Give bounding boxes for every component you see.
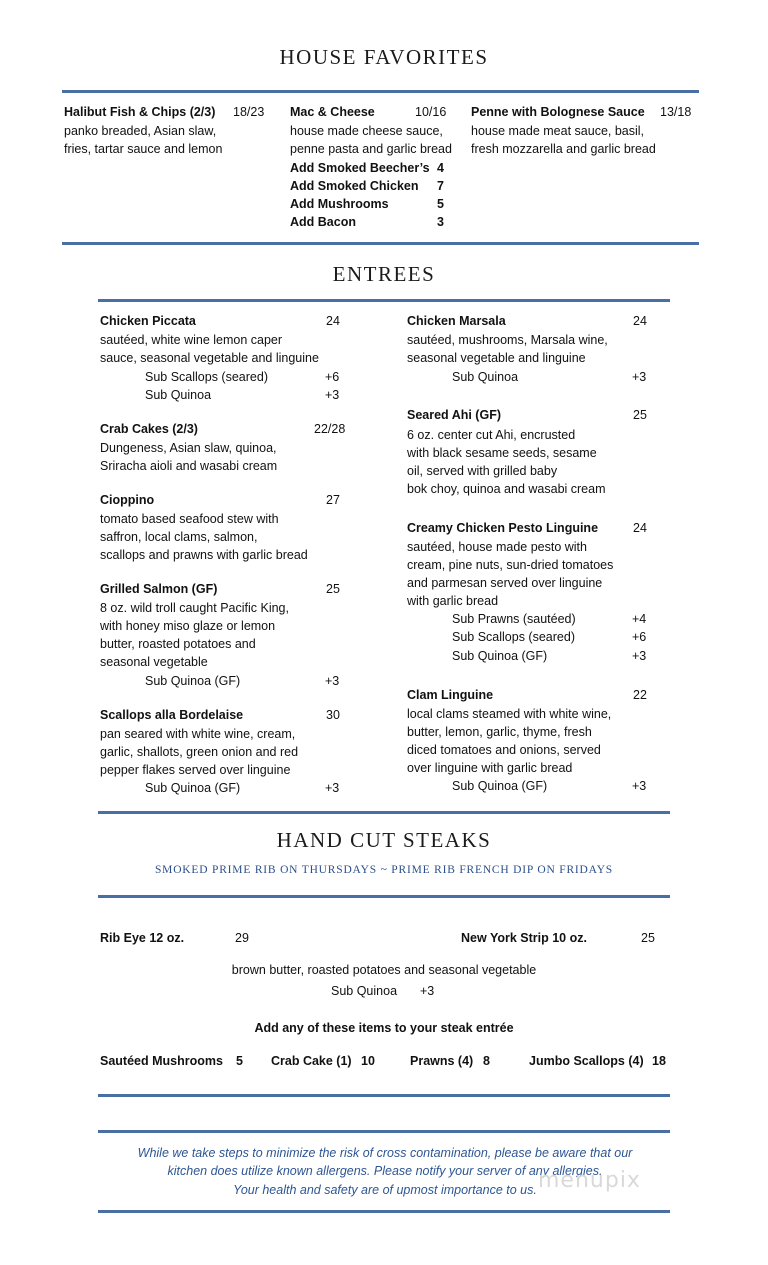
item-price: 24: [633, 314, 647, 328]
item-price: 22: [633, 688, 647, 702]
item-desc: sautéed, house made pesto with: [407, 540, 587, 554]
item-price: 25: [633, 408, 647, 422]
item-desc: local clams steamed with white wine,: [407, 707, 612, 721]
item-price: 30: [326, 708, 340, 722]
item-price: 27: [326, 493, 340, 507]
steak-nystrip-name: New York Strip 10 oz.: [461, 931, 587, 945]
disclaimer-line: kitchen does utilize known allergens. Please notify your server of any allergies.: [167, 1164, 603, 1179]
sub-price: +3: [325, 781, 340, 795]
item-desc: Sriracha aioli and wasabi cream: [100, 459, 278, 473]
item-desc: seasonal vegetable: [100, 655, 208, 669]
disclaimer-line: Your health and safety are of upmost importance to us.: [233, 1182, 537, 1197]
sub-price: +3: [632, 649, 647, 663]
item-desc: bok choy, quinoa and wasabi cream: [407, 482, 606, 496]
steak-description: brown butter, roasted potatoes and seasonal vegetable: [231, 963, 537, 977]
item-price: 24: [633, 521, 647, 535]
item-desc: pan seared with white wine, cream,: [100, 727, 296, 741]
item-desc: with garlic bread: [407, 594, 499, 608]
item-desc: fries, tartar sauce and lemon: [64, 142, 223, 156]
item-desc: house made cheese sauce,: [290, 124, 443, 138]
divider: [98, 1210, 670, 1213]
sub-price: +3: [632, 370, 647, 384]
item-desc: house made meat sauce, basil,: [471, 124, 645, 138]
item-desc: with black sesame seeds, sesame: [407, 446, 597, 460]
steaks-tagline: SMOKED PRIME RIB ON THURSDAYS ~ PRIME RIB FRENCH DIP ON FRIDAYS: [154, 864, 614, 876]
sub-label: Sub Scallops (seared): [452, 630, 575, 644]
item-desc: saffron, local clams, salmon,: [100, 530, 258, 544]
item-price: 25: [326, 582, 340, 596]
item-name: Penne with Bolognese Sauce: [471, 105, 645, 119]
divider: [62, 90, 699, 93]
item-price: 18/23: [233, 105, 265, 119]
steak-nystrip-price: 25: [641, 931, 655, 945]
item-desc: sauce, seasonal vegetable and linguine: [100, 351, 319, 365]
item-desc: with honey miso glaze or lemon: [100, 619, 276, 633]
addon-price: 4: [437, 161, 444, 175]
item-price: 10/16: [415, 105, 447, 119]
item-desc: over linguine with garlic bread: [407, 761, 573, 775]
item-name: Clam Linguine: [407, 688, 494, 702]
sub-label: Sub Prawns (sautéed): [452, 612, 576, 626]
item-desc: fresh mozzarella and garlic bread: [471, 142, 656, 156]
disclaimer-line: While we take steps to minimize the risk of cross contamination, please be aware that our: [137, 1146, 633, 1160]
item-desc: diced tomatoes and onions, served: [407, 743, 601, 757]
divider: [62, 242, 699, 245]
item-price: 13/18: [660, 105, 692, 119]
item-desc: oil, served with grilled baby: [407, 464, 558, 478]
sub-price: +3: [632, 779, 647, 793]
item-desc: butter, lemon, garlic, thyme, fresh: [407, 725, 592, 739]
item-name: Mac & Cheese: [290, 105, 375, 119]
steak-ribeye-price: 29: [235, 931, 249, 945]
sub-label: Sub Quinoa (GF): [145, 781, 241, 795]
steak-addon-label: Jumbo Scallops (4): [529, 1054, 644, 1068]
sub-label: Sub Quinoa: [145, 388, 212, 402]
steak-addons-heading: Add any of these items to your steak entrée: [254, 1021, 514, 1035]
sub-price: +3: [325, 674, 340, 688]
item-desc: sautéed, white wine lemon caper: [100, 333, 283, 347]
item-desc: panko breaded, Asian slaw,: [64, 124, 217, 138]
steak-addon-price: 8: [483, 1054, 490, 1068]
steak-addon-label: Crab Cake (1): [271, 1054, 352, 1068]
house-favorites-heading: HOUSE FAVORITES: [279, 45, 489, 69]
addon-label: Add Smoked Chicken: [290, 179, 419, 193]
divider: [98, 811, 670, 814]
divider: [98, 1130, 670, 1133]
item-name: Creamy Chicken Pesto Linguine: [407, 521, 599, 535]
item-name: Seared Ahi (GF): [407, 408, 501, 422]
item-name: Cioppino: [100, 493, 155, 507]
item-desc: butter, roasted potatoes and: [100, 637, 256, 651]
sub-label: Sub Scallops (seared): [145, 370, 268, 384]
steak-sub-label: Sub Quinoa: [331, 984, 398, 998]
item-name: Halibut Fish & Chips (2/3): [64, 105, 216, 119]
entrees-heading: ENTREES: [332, 262, 436, 286]
item-name: Chicken Marsala: [407, 314, 506, 328]
sub-price: +3: [325, 388, 340, 402]
watermark: menupix: [538, 1168, 641, 1193]
item-desc: tomato based seafood stew with: [100, 512, 279, 526]
item-price: 24: [326, 314, 340, 328]
addon-label: Add Bacon: [290, 215, 356, 229]
steak-addon-price: 18: [652, 1054, 666, 1068]
item-desc: penne pasta and garlic bread: [290, 142, 452, 156]
item-desc: and parmesan served over linguine: [407, 576, 603, 590]
addon-price: 3: [437, 215, 444, 229]
steaks-heading: HAND CUT STEAKS: [276, 828, 492, 852]
item-name: Scallops alla Bordelaise: [100, 708, 244, 722]
steak-addon-price: 10: [361, 1054, 375, 1068]
sub-price: +6: [325, 370, 340, 384]
item-desc: 6 oz. center cut Ahi, encrusted: [407, 428, 576, 442]
item-desc: pepper flakes served over linguine: [100, 763, 291, 777]
item-name: Grilled Salmon (GF): [100, 582, 218, 596]
item-desc: Dungeness, Asian slaw, quinoa,: [100, 441, 277, 455]
divider: [98, 299, 670, 302]
steak-addon-label: Prawns (4): [410, 1054, 474, 1068]
sub-label: Sub Quinoa: [452, 370, 519, 384]
item-name: Crab Cakes (2/3): [100, 422, 198, 436]
steak-addon-label: Sautéed Mushrooms: [100, 1054, 223, 1068]
item-desc: seasonal vegetable and linguine: [407, 351, 586, 365]
item-price: 22/28: [314, 422, 346, 436]
item-desc: sautéed, mushrooms, Marsala wine,: [407, 333, 608, 347]
addon-price: 5: [437, 197, 444, 211]
item-desc: scallops and prawns with garlic bread: [100, 548, 308, 562]
divider: [98, 1094, 670, 1097]
addon-label: Add Mushrooms: [290, 197, 389, 211]
addon-label: Add Smoked Beecher’s: [290, 161, 430, 175]
item-name: Chicken Piccata: [100, 314, 196, 328]
steak-ribeye-name: Rib Eye 12 oz.: [100, 931, 185, 945]
addon-price: 7: [437, 179, 444, 193]
sub-label: Sub Quinoa (GF): [145, 674, 241, 688]
item-desc: cream, pine nuts, sun-dried tomatoes: [407, 558, 614, 572]
sub-label: Sub Quinoa (GF): [452, 779, 548, 793]
item-desc: garlic, shallots, green onion and red: [100, 745, 299, 759]
sub-label: Sub Quinoa (GF): [452, 649, 548, 663]
sub-price: +4: [632, 612, 647, 626]
divider: [98, 895, 670, 898]
steak-addon-price: 5: [236, 1054, 243, 1068]
item-desc: 8 oz. wild troll caught Pacific King,: [100, 601, 289, 615]
steak-sub-price: +3: [420, 984, 435, 998]
sub-price: +6: [632, 630, 647, 644]
